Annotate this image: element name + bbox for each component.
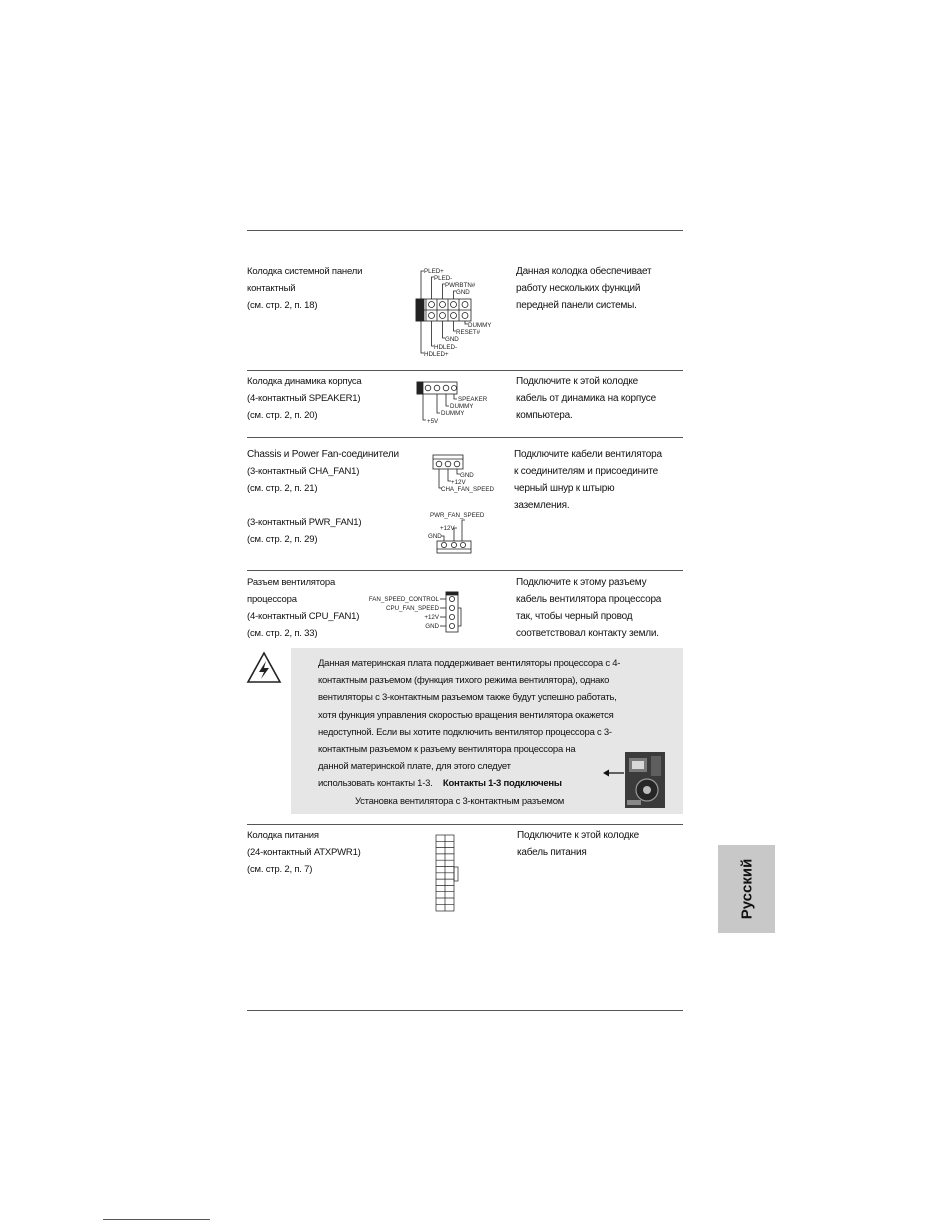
cpufan-right-text bbox=[516, 574, 661, 642]
divider bbox=[247, 437, 683, 438]
pin-label: DUMMY bbox=[468, 322, 492, 329]
fans-title: Chassis и Power Fan-соединители bbox=[247, 449, 399, 460]
cpufan-left-text bbox=[247, 574, 359, 642]
pin-label: CPU_FAN_SPEED bbox=[386, 605, 439, 612]
warning-last-line: использовать контакты 1-3. bbox=[318, 778, 433, 790]
power-subtitle: (24-контактный ATXPWR1) bbox=[247, 847, 361, 858]
warning-line: недоступной. Если вы хотите подключить вентилятор процессора с 3- bbox=[318, 726, 612, 738]
speaker-subtitle: (4-контактный SPEAKER1) bbox=[247, 393, 361, 404]
divider bbox=[247, 370, 683, 371]
pin-label: PLED- bbox=[434, 275, 453, 282]
fans-desc-line: черный шнур к штырю bbox=[514, 483, 615, 494]
pwr-fan-left-text bbox=[247, 514, 361, 548]
atx-power-connector-diagram bbox=[433, 833, 463, 913]
speaker-desc-line: Подключите к этой колодке bbox=[516, 376, 639, 387]
pin-label: +5V bbox=[427, 418, 439, 425]
cpufan-title: Разъем вентилятора bbox=[247, 577, 336, 588]
pin-label: +12V bbox=[451, 479, 466, 486]
warning-line bbox=[318, 775, 620, 792]
fans-desc-line: заземления. bbox=[514, 500, 570, 511]
pin-label: GND bbox=[425, 623, 439, 630]
pin-label: PWR_FAN_SPEED bbox=[430, 512, 485, 519]
power-desc-line: Подключите к этой колодке bbox=[517, 830, 640, 841]
fans-left-text bbox=[247, 446, 399, 497]
pin-label: GND bbox=[456, 289, 470, 296]
arrow-icon bbox=[603, 768, 625, 778]
power-desc-line: кабель питания bbox=[517, 847, 587, 858]
speaker-title: Колодка динамика корпуса bbox=[247, 376, 362, 387]
bottom-link-underline bbox=[103, 1219, 210, 1220]
divider bbox=[247, 824, 683, 825]
pwr-fan-subtitle: (3-контактный PWR_FAN1) bbox=[247, 517, 362, 528]
cpufan-title-2: процессора bbox=[247, 594, 297, 605]
warning-icon bbox=[246, 651, 282, 685]
speaker-left-text bbox=[247, 373, 362, 424]
panel-header-diagram bbox=[410, 262, 505, 360]
speaker-desc-line: компьютера. bbox=[516, 410, 573, 421]
power-right-text bbox=[517, 827, 639, 861]
warning-text bbox=[318, 655, 620, 810]
panel-desc-line: работу нескольких функций bbox=[516, 283, 641, 294]
pin-label: PLED+ bbox=[424, 268, 444, 275]
speaker-desc-line: кабель от динамика на корпусе bbox=[516, 393, 656, 404]
pin-label: FAN_SPEED_CONTROL bbox=[368, 596, 439, 603]
language-label: Русский bbox=[738, 858, 755, 920]
cpufan-desc-line: соответствовал контакту земли. bbox=[516, 628, 659, 639]
panel-desc-line: Данная колодка обеспечивает bbox=[516, 266, 652, 277]
pin-label: SPEAKER bbox=[458, 396, 488, 403]
pin-label: +12V bbox=[440, 525, 455, 532]
panel-left-text bbox=[247, 263, 362, 314]
fans-desc-line: к соединителям и присоедините bbox=[514, 466, 658, 477]
pin-label: RESET# bbox=[456, 329, 481, 336]
panel-right-text bbox=[516, 263, 651, 314]
pin-label: DUMMY bbox=[441, 410, 465, 417]
cha-fan-ref: (см. стр. 2, п. 21) bbox=[247, 483, 318, 494]
warning-caption: Установка вентилятора с 3-контактным разъемом bbox=[355, 795, 565, 807]
cpufan-desc-line: так, чтобы черный провод bbox=[516, 611, 633, 622]
warning-line: хотя функция управления скоростью вращения вентилятора окажется bbox=[318, 709, 614, 721]
pin-label: +12V bbox=[424, 614, 439, 621]
divider bbox=[247, 570, 683, 571]
pin-label: CHA_FAN_SPEED bbox=[441, 486, 494, 493]
pwr-fan-diagram bbox=[426, 508, 496, 556]
language-side-tab bbox=[718, 845, 775, 933]
pin-label: DUMMY bbox=[450, 403, 474, 410]
cpufan-ref: (см. стр. 2, п. 33) bbox=[247, 628, 318, 639]
warning-line: данной материнской плате, для этого следует bbox=[318, 761, 511, 773]
cha-fan-diagram bbox=[430, 452, 500, 498]
fan-installation-photo bbox=[625, 752, 665, 808]
pin-label: PWRBTN# bbox=[445, 282, 476, 289]
warning-line: контактным разъемом к разъему вентилятора процессора на bbox=[318, 744, 576, 756]
fans-desc-line: Подключите кабели вентилятора bbox=[514, 449, 662, 460]
power-title: Колодка питания bbox=[247, 830, 319, 841]
fans-right-text bbox=[514, 446, 662, 514]
divider bbox=[247, 1010, 683, 1011]
cha-fan-subtitle: (3-контактный CHA_FAN1) bbox=[247, 466, 360, 477]
warning-line: Данная материнская плата поддерживает вентиляторы процессора с 4- bbox=[318, 658, 621, 669]
cpufan-subtitle: (4-контактный CPU_FAN1) bbox=[247, 611, 360, 622]
panel-desc-line: передней панели системы. bbox=[516, 300, 637, 311]
speaker-header-diagram bbox=[414, 379, 489, 429]
panel-subtitle: контактный bbox=[247, 283, 296, 294]
panel-title: Колодка системной панели bbox=[247, 266, 363, 277]
speaker-right-text bbox=[516, 373, 656, 424]
pin-label: GND bbox=[428, 533, 442, 540]
power-left-text bbox=[247, 827, 361, 878]
pin-label: GND bbox=[445, 336, 459, 343]
cpufan-desc-line: кабель вентилятора процессора bbox=[516, 594, 662, 605]
pin-label: HDLED- bbox=[434, 344, 458, 351]
cpufan-desc-line: Подключите к этому разъему bbox=[516, 577, 647, 588]
pin-label: GND bbox=[460, 472, 474, 479]
panel-ref: (см. стр. 2, п. 18) bbox=[247, 300, 318, 311]
pwr-fan-ref: (см. стр. 2, п. 29) bbox=[247, 534, 318, 545]
speaker-ref: (см. стр. 2, п. 20) bbox=[247, 410, 318, 421]
cpufan-diagram bbox=[368, 590, 468, 636]
pin-label: HDLED+ bbox=[424, 351, 449, 358]
warning-line: контактным разъемом (функция тихого режима вентилятора), однако bbox=[318, 675, 610, 687]
warning-line: вентиляторы с 3-контактным разъемом также будут успешно работать, bbox=[318, 692, 617, 704]
power-ref: (см. стр. 2, п. 7) bbox=[247, 864, 313, 875]
divider bbox=[247, 230, 683, 231]
pins-connected-note: Контакты 1-3 подключены bbox=[442, 778, 562, 790]
